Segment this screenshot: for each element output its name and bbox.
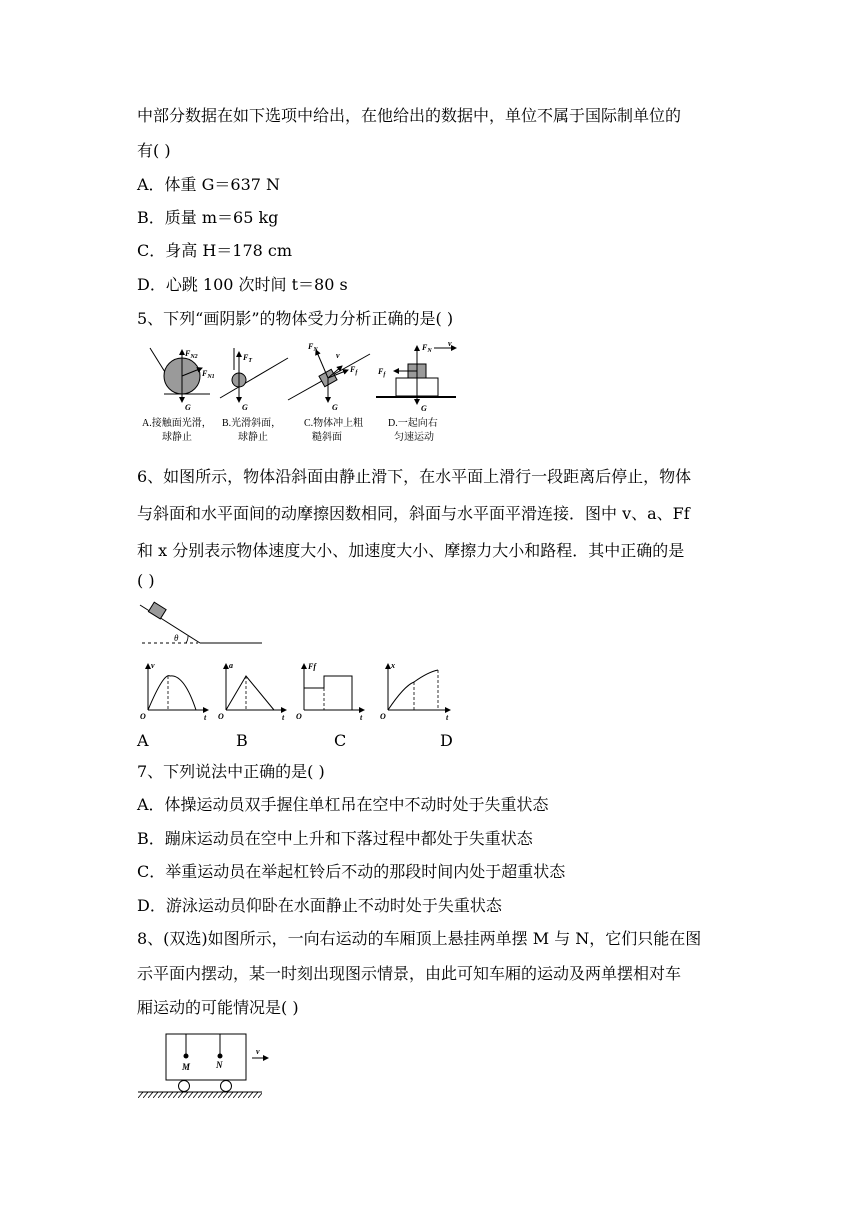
graph-c-xlabel: t [360, 713, 363, 722]
q6-stem-line4: ( ) [137, 571, 155, 590]
q4-option-b: B．质量 m＝65 kg [137, 208, 279, 227]
graph-b-letter: B [236, 731, 248, 750]
panel-a-caption1: A.接触面光滑， [142, 418, 212, 429]
svg-text:v: v [448, 339, 452, 348]
graph-c-letter: C [334, 731, 347, 750]
q8-stem-line3: 厢运动的可能情况是( ) [137, 998, 299, 1017]
q6-stem-line1: 6、如图所示，物体沿斜面由静止滑下，在水平面上滑行一段距离后停止，物体 [137, 467, 692, 486]
velocity-label: v [256, 1047, 260, 1056]
svg-text:G: G [185, 403, 191, 412]
svg-text:G: G [332, 403, 338, 412]
pendulum-m-label: M [182, 1062, 191, 1072]
svg-text:Ff: $F_f$ [350, 365, 358, 376]
svg-text:G: G [421, 404, 427, 413]
graph-a [140, 661, 208, 722]
graph-b-origin: O [218, 712, 224, 721]
svg-text:Ff: $F_f$ [378, 367, 386, 378]
q5-force-diagram [138, 338, 468, 448]
panel-a-caption2: 球静止 [162, 432, 192, 443]
graph-b-xlabel: t [282, 713, 285, 722]
q6-stem-line2: 与斜面和水平面间的动摩擦因数相同，斜面与水平面平滑连接．图中 v、a、Ff [137, 504, 690, 523]
q5-stem: 5、下列“画阴影”的物体受力分析正确的是( ) [137, 309, 454, 328]
graph-d [380, 661, 450, 722]
svg-text:FN: $F_N$ [422, 343, 432, 354]
svg-text:FN1: $F_{N1}$ [202, 369, 215, 380]
q6-incline-figure [138, 597, 278, 657]
q4-option-a: A．体重 G＝637 N [137, 175, 281, 194]
panel-c-caption1: C.物体冲上粗 [304, 418, 364, 429]
graph-a-xlabel: t [204, 713, 207, 722]
q4-option-c: C．身高 H＝178 cm [137, 241, 293, 260]
q6-stem-line3: 和 x 分别表示物体速度大小、加速度大小、摩擦力大小和路程．其中正确的是 [137, 541, 685, 560]
panel-b-caption2: 球静止 [238, 432, 268, 443]
graph-c [296, 662, 364, 722]
panel-c-caption2: 糙斜面 [312, 432, 342, 443]
q7-option-c: C．举重运动员在举起杠铃后不动的那段时间内处于超重状态 [137, 862, 566, 881]
graph-d-ylabel: x [391, 661, 395, 670]
svg-text:FN2: $F_{N2}$ [185, 349, 198, 360]
panel-a-diagram [150, 348, 215, 412]
panel-d-caption1: D.一起向右 [388, 418, 438, 429]
graph-a-origin: O [140, 712, 146, 721]
svg-text:G: G [242, 403, 248, 412]
svg-text:FT: $F_T$ [243, 353, 253, 364]
panel-d-caption2: 匀速运动 [394, 432, 434, 443]
graph-c-origin: O [296, 712, 302, 721]
panel-b-caption1: B.光滑斜面， [222, 418, 282, 429]
panel-d-diagram [376, 339, 456, 413]
graph-d-letter: D [440, 731, 453, 750]
svg-text:v: v [336, 351, 340, 360]
q7-option-d: D．游泳运动员仰卧在水面静止不动时处于失重状态 [137, 896, 502, 915]
q8-stem-line2: 示平面内摆动，某一时刻出现图示情景，由此可知车厢的运动及两单摆相对车 [137, 964, 682, 983]
q4-stem-line1: 中部分数据在如下选项中给出，在他给出的数据中，单位不属于国际制单位的 [137, 106, 682, 125]
graph-a-ylabel: v [151, 661, 155, 670]
q4-stem-line2: 有( ) [137, 141, 171, 160]
graph-d-origin: O [380, 712, 386, 721]
q8-cart-figure [138, 1032, 278, 1102]
svg-text:FN: $F_N$ [308, 342, 318, 353]
graph-d-xlabel: t [446, 713, 449, 722]
graph-b-ylabel: a [229, 661, 233, 670]
q7-stem: 7、下列说法中正确的是( ) [137, 762, 325, 781]
q8-stem-line1: 8、(双选)如图所示，一向右运动的车厢顶上悬挂两单摆 M 与 N，它们只能在图 [137, 929, 702, 948]
q6-graphs [138, 660, 468, 722]
panel-b-diagram [220, 348, 288, 412]
incline-angle-label: θ [174, 633, 179, 643]
graph-b [218, 661, 286, 722]
pendulum-n-label: N [216, 1060, 223, 1070]
graph-a-letter: A [137, 731, 149, 750]
panel-c-diagram [288, 342, 370, 412]
q7-option-b: B．蹦床运动员在空中上升和下落过程中都处于失重状态 [137, 829, 533, 848]
graph-c-ylabel: Ff [308, 662, 316, 671]
q4-option-d: D．心跳 100 次时间 t＝80 s [137, 275, 348, 294]
q7-option-a: A．体操运动员双手握住单杠吊在空中不动时处于失重状态 [137, 795, 549, 814]
